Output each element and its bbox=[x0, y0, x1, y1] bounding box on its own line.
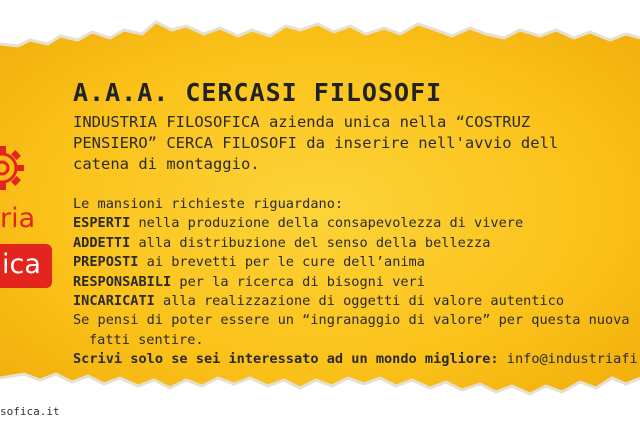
duty-role: RESPONSABILI bbox=[73, 273, 172, 290]
intro-line-3: catena di montaggio. bbox=[73, 155, 260, 173]
closing-line-1: Se pensi di poter essere un “ingranaggio di valore” per questa nuova bbox=[73, 312, 630, 329]
call-to-action bbox=[73, 350, 640, 369]
logo-text-top: ria bbox=[0, 203, 36, 234]
contact-email[interactable]: info@industriafi bbox=[498, 351, 638, 368]
logo-badge bbox=[0, 244, 52, 288]
duty-item bbox=[73, 292, 640, 311]
gear-icon bbox=[0, 128, 40, 198]
duty-item bbox=[73, 253, 640, 272]
duty-role: INCARICATI bbox=[73, 293, 155, 310]
duty-item bbox=[73, 214, 640, 233]
duty-text: ai brevetti per le cure dell’anima bbox=[138, 254, 425, 271]
website-url[interactable]: sofica.it bbox=[0, 405, 60, 418]
intro-line-1: INDUSTRIA FILOSOFICA azienda unica nella “COSTRUZ bbox=[73, 113, 531, 131]
duty-text: nella produzione della consapevolezza di vivere bbox=[130, 215, 524, 232]
duty-item bbox=[73, 273, 640, 292]
job-ad bbox=[73, 78, 640, 370]
duty-role: PREPOSTI bbox=[73, 254, 139, 271]
duties-intro: Le mansioni richieste riguardano: bbox=[73, 196, 344, 212]
duty-item bbox=[73, 234, 640, 253]
duty-role: ESPERTI bbox=[73, 215, 131, 232]
company-logo bbox=[0, 128, 56, 288]
closing-line-2: fatti sentire. bbox=[89, 331, 204, 348]
page-title: A.A.A. CERCASI FILOSOFI bbox=[73, 78, 443, 107]
duties-section bbox=[73, 195, 640, 370]
duty-role: ADDETTI bbox=[73, 234, 131, 251]
duty-text: per la ricerca di bisogni veri bbox=[171, 273, 425, 290]
cta-text: Scrivi solo se sei interessato ad un mondo migliore: bbox=[73, 351, 499, 368]
duty-text: alla realizzazione di oggetti di valore autentico bbox=[154, 293, 565, 310]
logo-text-bottom: ica bbox=[2, 249, 41, 280]
intro-paragraph bbox=[73, 112, 640, 175]
intro-line-2: PENSIERO” CERCA FILOSOFI da inserire nell'avvio dell bbox=[73, 134, 559, 152]
duty-text: alla distribuzione del senso della bellezza bbox=[130, 234, 491, 251]
